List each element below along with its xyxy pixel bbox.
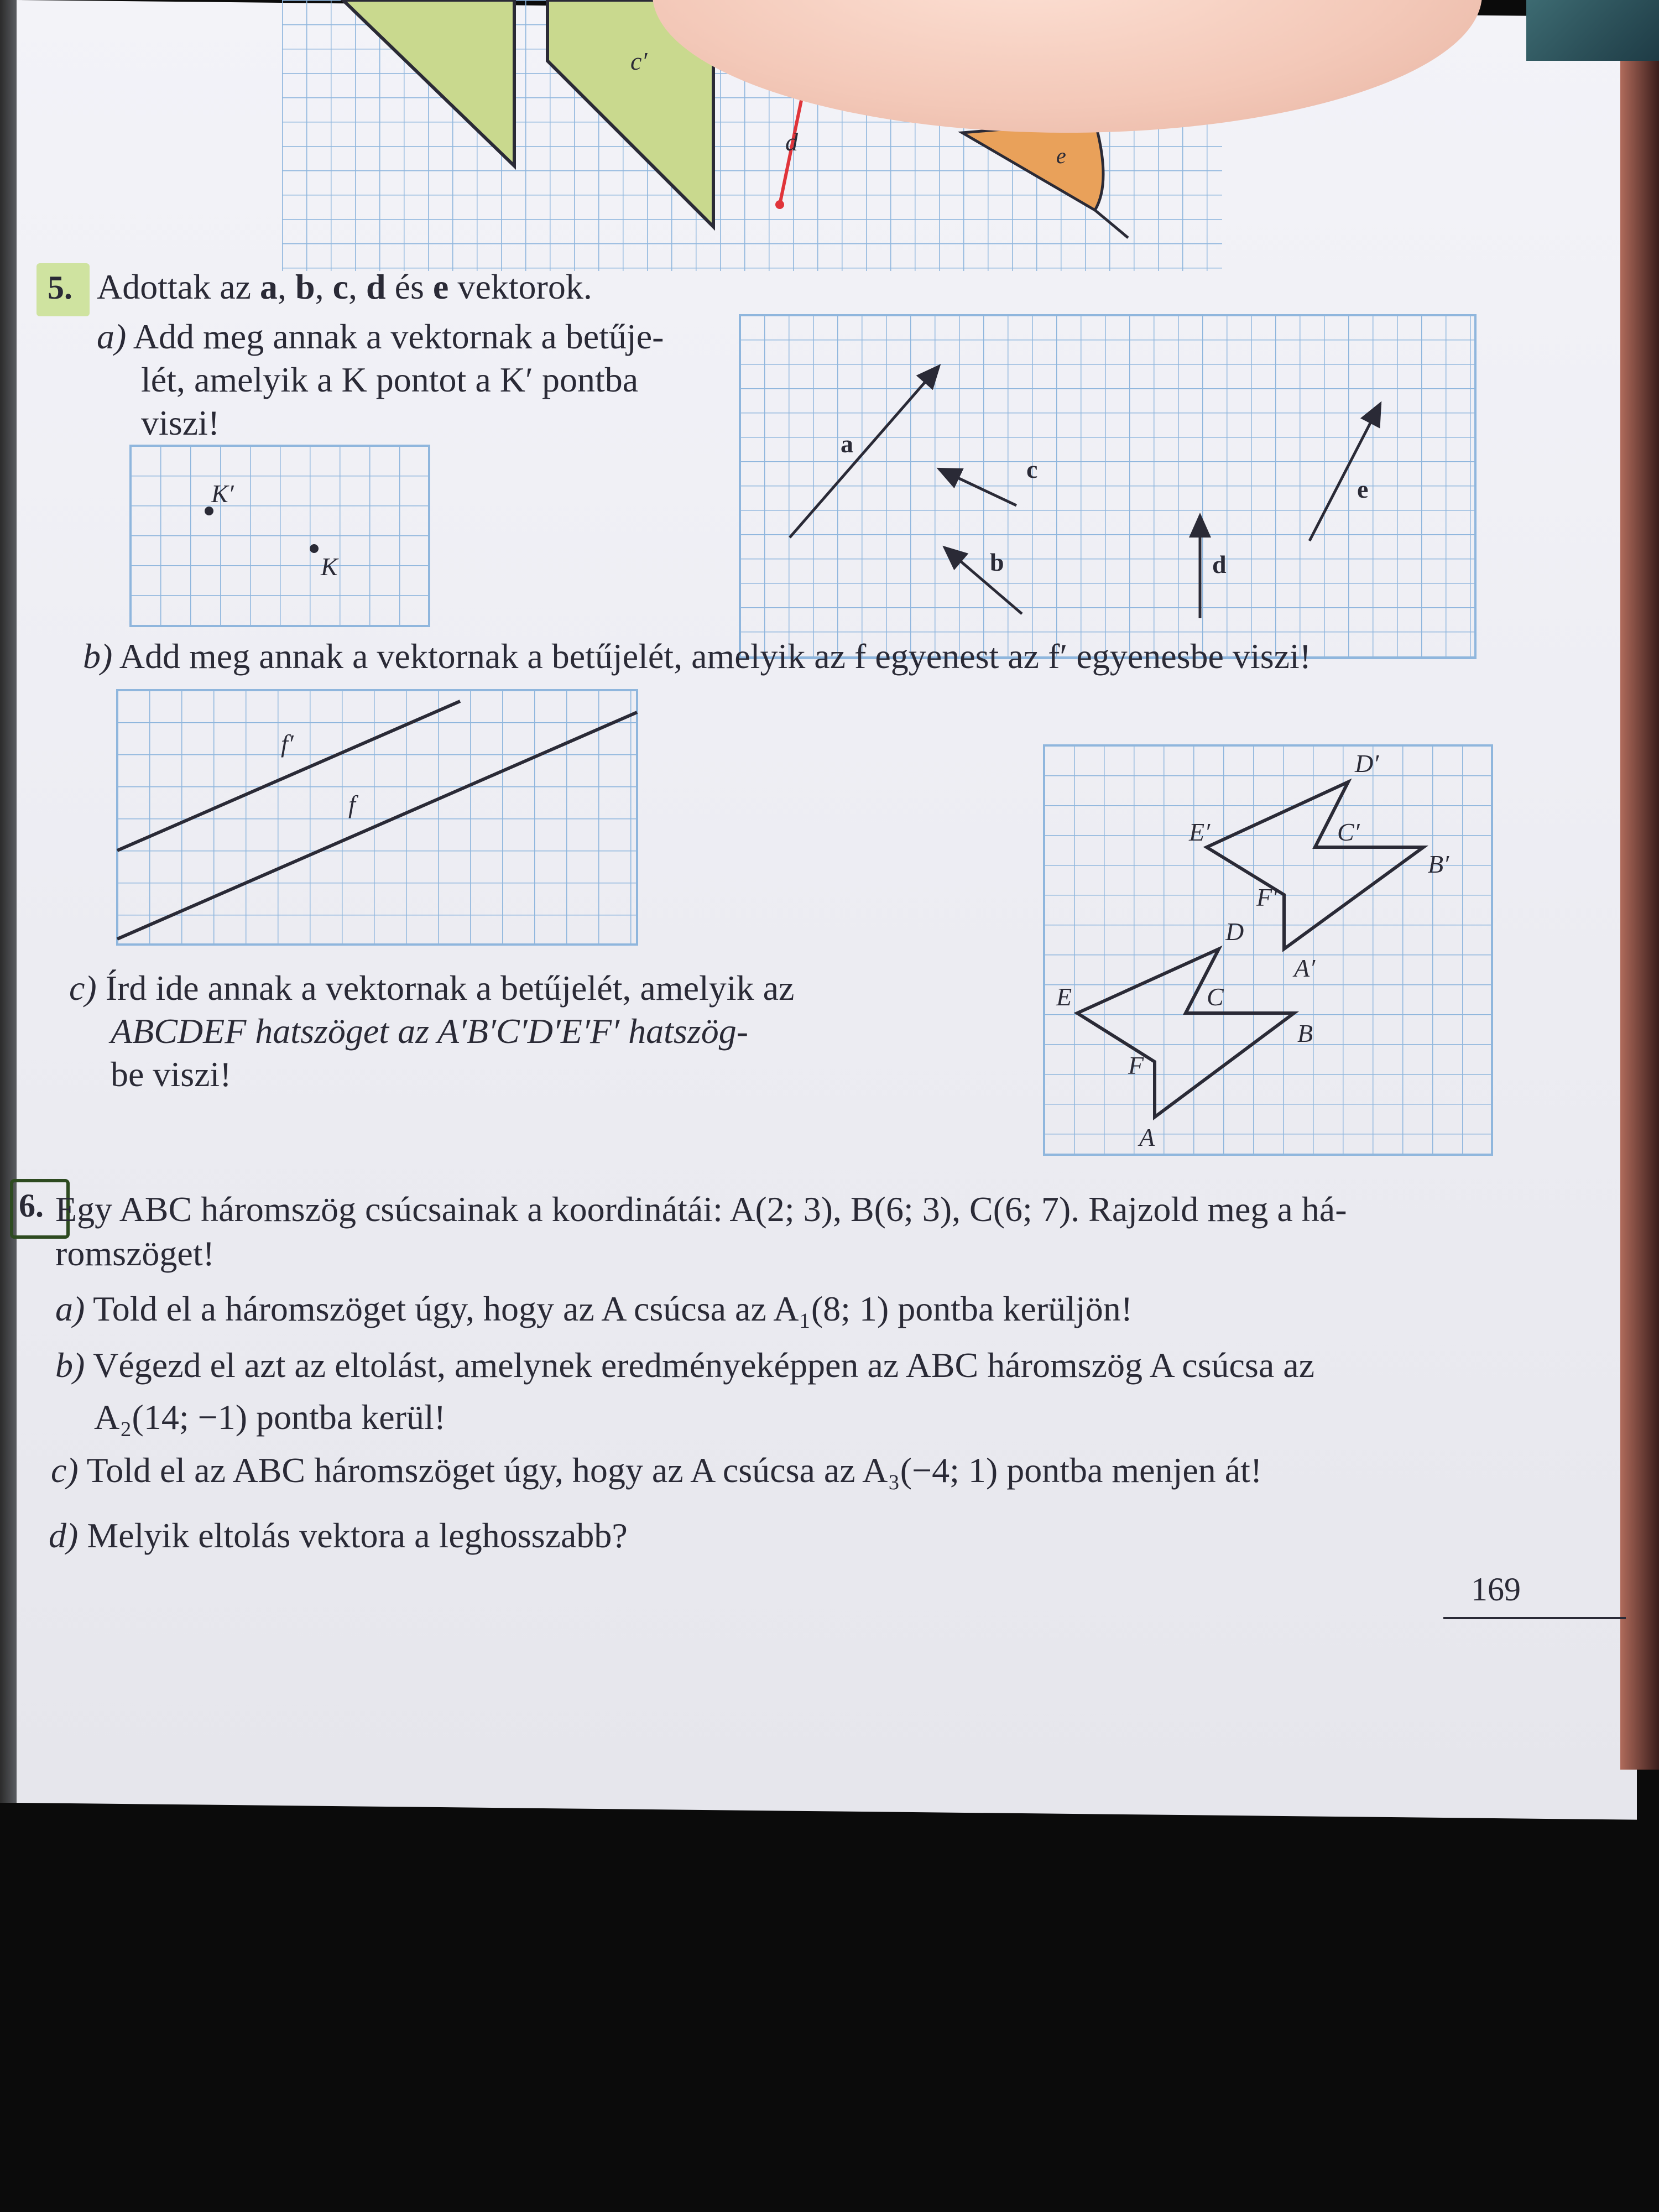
label-hex-b-prime: B′ bbox=[1428, 850, 1449, 878]
background-cloth bbox=[1526, 0, 1659, 61]
top-label-d: d bbox=[785, 128, 798, 156]
label-k: K bbox=[321, 552, 338, 581]
label-hex-a: A bbox=[1139, 1123, 1155, 1151]
label-hex-c-prime: C′ bbox=[1337, 818, 1360, 846]
label-f-prime: f′ bbox=[281, 729, 294, 758]
label-hex-f-prime: F′ bbox=[1256, 883, 1278, 911]
ex5a-line2: lét, amelyik a K pontot a K′ pontba bbox=[141, 360, 639, 399]
ex5b-label: b) bbox=[83, 637, 113, 676]
label-hex-e-prime: E′ bbox=[1189, 818, 1211, 846]
label-hex-d: D bbox=[1225, 917, 1244, 946]
lines-grid-figure bbox=[117, 690, 637, 945]
ex5a-line3: viszi! bbox=[141, 403, 220, 442]
exercise-5-title: Adottak az a, b, c, d és e vektorok. bbox=[97, 267, 592, 306]
point-k bbox=[310, 544, 319, 553]
book-edge bbox=[1620, 0, 1659, 1770]
hexagon-grid-figure bbox=[1044, 745, 1492, 1155]
label-f: f bbox=[348, 790, 356, 818]
ex6b-label: b) bbox=[55, 1345, 85, 1385]
page-number: 169 bbox=[1471, 1571, 1521, 1608]
ex5a-line1: Add meg annak a vektornak a betűje- bbox=[133, 317, 664, 356]
page-number-rule bbox=[1443, 1617, 1626, 1619]
ex6-line1: Egy ABC háromszög csúcsainak a koordinátái: A(2; 3), B(6; 3), C(6; 7). Rajzold meg a há- bbox=[55, 1190, 1347, 1229]
k-grid-figure bbox=[131, 446, 429, 626]
top-label-e: e bbox=[1056, 143, 1066, 168]
ex5a-label: a) bbox=[97, 317, 127, 356]
ex5c-line3: be viszi! bbox=[111, 1055, 232, 1094]
label-vec-e: e bbox=[1357, 475, 1369, 503]
label-hex-c: C bbox=[1207, 983, 1224, 1011]
label-hex-e: E bbox=[1056, 983, 1072, 1011]
ex6-line2: romszöget! bbox=[55, 1234, 215, 1273]
label-hex-b: B bbox=[1297, 1019, 1313, 1047]
ex6c-label: c) bbox=[51, 1451, 79, 1490]
ex6d-label: d) bbox=[49, 1516, 79, 1555]
ex5c-line2: ABCDEF hatszöget az A′B′C′D′E′F′ hatszög- bbox=[111, 1011, 748, 1051]
label-k-prime: K′ bbox=[211, 479, 234, 508]
ex5b-text: Add meg annak a vektornak a betűjelét, amelyik az f egyenest az f′ egyenesbe viszi! bbox=[119, 637, 1312, 676]
ex6d-text: Melyik eltolás vektora a leghosszabb? bbox=[87, 1516, 628, 1555]
label-vec-c: c bbox=[1026, 455, 1038, 483]
ex5c-label: c) bbox=[69, 968, 97, 1008]
ex5c-line1: Írd ide annak a vektornak a betűjelét, amelyik az bbox=[105, 968, 795, 1008]
label-hex-d-prime: D′ bbox=[1355, 749, 1379, 778]
label-vec-a: a bbox=[841, 430, 853, 458]
label-vec-b: b bbox=[990, 548, 1004, 576]
ex6a-text: Told el a háromszöget úgy, hogy az A csúcsa az A₁(8; 1) pontba kerüljön! bbox=[93, 1289, 1133, 1328]
ex6b-line2: A₂(14; −1) pontba kerül! bbox=[94, 1397, 446, 1437]
label-hex-f: F bbox=[1128, 1051, 1144, 1079]
ex6b-line1: Végezd el azt az eltolást, amelynek eredményeképpen az ABC háromszög A csúcsa az bbox=[93, 1345, 1315, 1385]
ex6c-text: Told el az ABC háromszöget úgy, hogy az A csúcsa az A₃(−4; 1) pontba menjen át! bbox=[86, 1451, 1262, 1490]
label-vec-d: d bbox=[1212, 550, 1227, 578]
ex6a-label: a) bbox=[55, 1289, 85, 1328]
exercise-5-number: 5. bbox=[48, 269, 72, 306]
top-label-c-prime: c′ bbox=[630, 47, 648, 75]
exercise-6-number: 6. bbox=[19, 1187, 44, 1224]
label-hex-a-prime: A′ bbox=[1294, 954, 1316, 982]
